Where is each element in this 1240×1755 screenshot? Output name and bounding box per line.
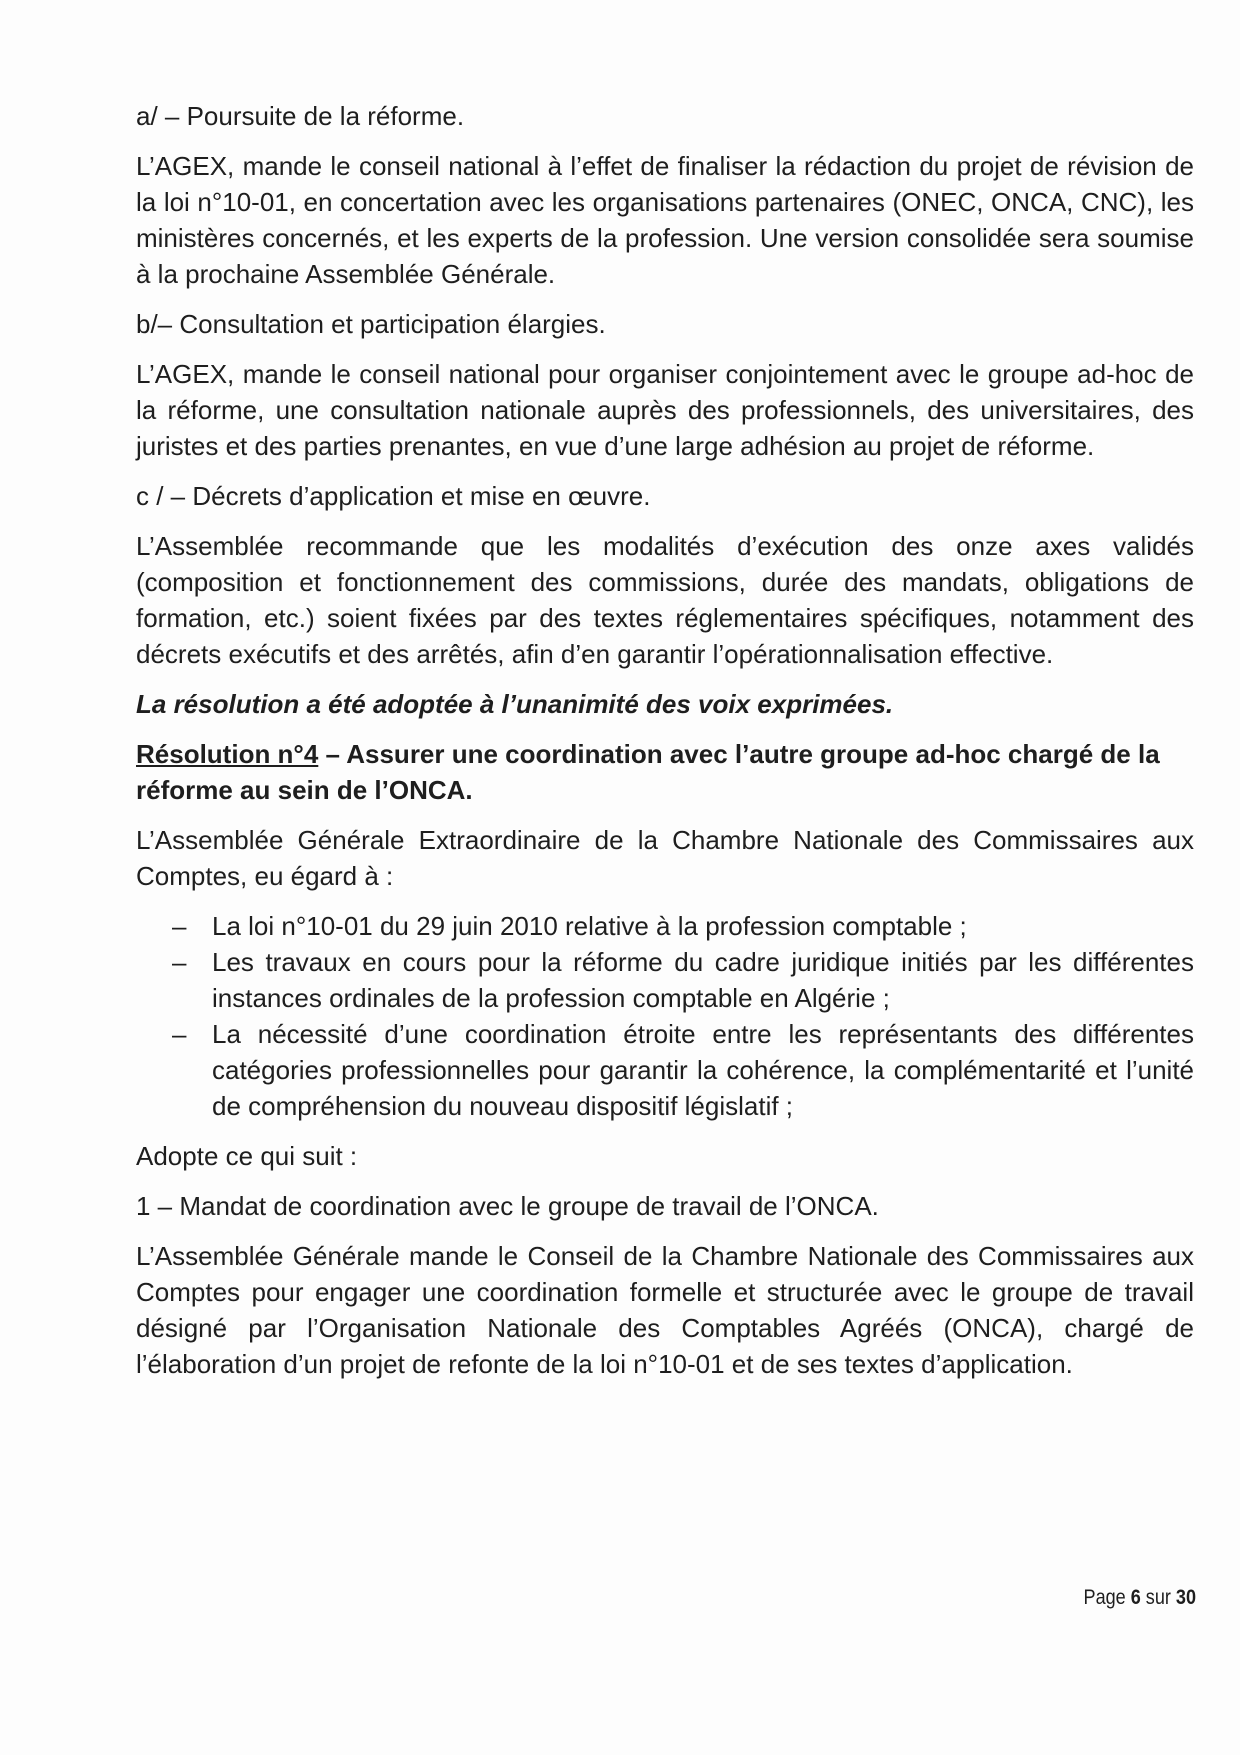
section-c-paragraph: L’Assemblée recommande que les modalités d’exécution des onze axes validés (composition et fonctionnement des commissions, durée des mandats, obligations de formation, etc.) soient fixées par des textes réglementaires spécifiques, notamment des décrets exécutifs et des arrêtés, afin d’en garantir l’opérationnalisation effective. (136, 531, 1194, 669)
section-b-heading: b/– Consultation et participation élargies. (136, 309, 606, 339)
consideration-item (136, 1016, 1194, 1124)
vote-result: La résolution a été adoptée à l’unanimité des voix exprimées. (136, 689, 894, 719)
item-1-paragraph: L’Assemblée Générale mande le Conseil de la Chambre Nationale des Commissaires aux Comptes pour engager une coordination formelle et structurée avec le groupe de travail désigné par l’Organisation Nationale des Comptables Agréés (ONCA), chargé de l’élaboration d’un projet de refonte de la loi n°10-01 et de ses textes d’application. (136, 1241, 1194, 1379)
page-word: Page (1083, 1586, 1131, 1609)
item-1-heading: 1 – Mandat de coordination avec le groupe de travail de l’ONCA. (136, 1191, 879, 1221)
consideration-item (136, 944, 1194, 1016)
consideration-text: La loi n°10-01 du 29 juin 2010 relative à la profession comptable ; (212, 911, 967, 941)
of-word: sur (1140, 1586, 1176, 1609)
consideration-text: La nécessité d’une coordination étroite entre les représentants des différentes catégories professionnelles pour garantir la cohérence, la complémentarité et l’unité de compréhension du nouveau dispositif législatif ; (212, 1019, 1194, 1121)
considerations-list (136, 908, 1194, 1124)
bullet-dash: – (172, 947, 187, 977)
resolution-4-heading (136, 736, 1194, 808)
bullet-dash: – (172, 1019, 187, 1049)
section-a-paragraph: L’AGEX, mande le conseil national à l’effet de finaliser la rédaction du projet de révision de la loi n°10-01, en concertation avec les organisations partenaires (ONEC, ONCA, CNC), les ministères concernés, et les experts de la profession. Une version consolidée sera soumise à la prochaine Assemblée Générale. (136, 151, 1194, 289)
page-number: 6 (1130, 1586, 1141, 1609)
resolution-4-label: Résolution n°4 (136, 739, 319, 769)
consideration-text: Les travaux en cours pour la réforme du cadre juridique initiés par les différentes instances ordinales de la profession comptable en Algérie ; (212, 947, 1194, 1013)
consideration-item (136, 908, 1194, 944)
section-a-heading: a/ – Poursuite de la réforme. (136, 101, 465, 131)
section-b-paragraph: L’AGEX, mande le conseil national pour organiser conjointement avec le groupe ad-hoc de la réforme, une consultation nationale auprès des professionnels, des universitaires, des juristes et des parties prenantes, en vue d’une large adhésion au projet de réforme. (136, 359, 1194, 461)
page-total: 30 (1175, 1586, 1196, 1609)
bullet-dash: – (172, 911, 187, 941)
document-body (136, 98, 1194, 1396)
intro-paragraph: L’Assemblée Générale Extraordinaire de la Chambre Nationale des Commissaires aux Comptes, eu égard à : (136, 825, 1194, 891)
section-c-heading: c / – Décrets d’application et mise en œuvre. (136, 481, 651, 511)
resolution-4-title: – Assurer une coordination avec l’autre groupe ad-hoc chargé de la réforme au sein de l’ONCA. (136, 739, 1160, 805)
adopt-statement: Adopte ce qui suit : (136, 1141, 358, 1171)
page-footer (990, 1584, 1196, 1612)
